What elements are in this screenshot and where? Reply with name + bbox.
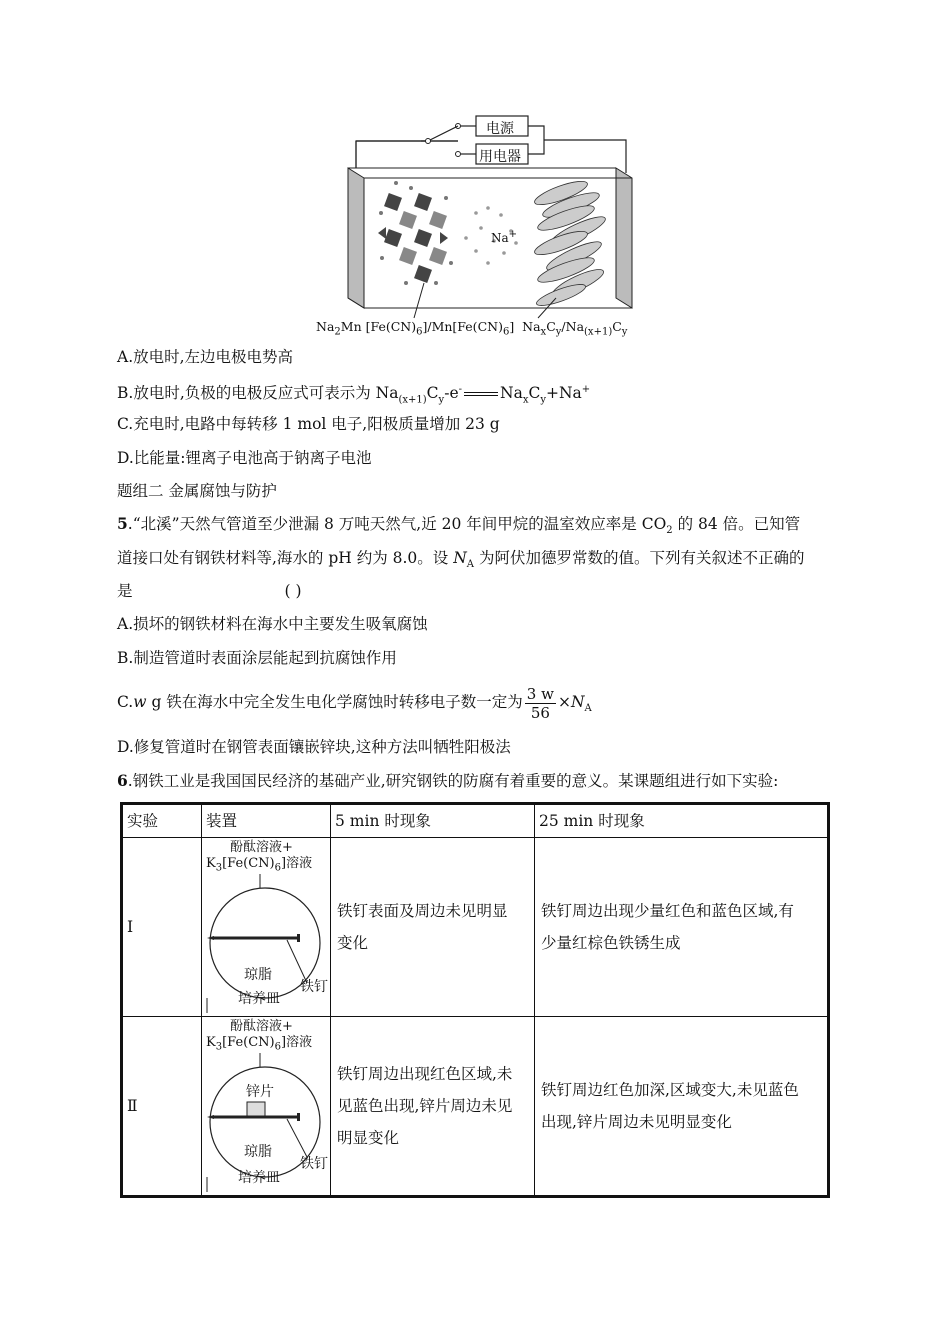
apparatus-cell [202,1017,331,1197]
obs-5min-line: 变化 [337,934,369,952]
header-25min: 25 min 时现象 [535,804,829,838]
apparatus-diagram-2 [202,1017,330,1195]
solution-label-line1: 酚酞溶液+ [230,840,293,855]
q5-option-b: B.制造管道时表面涂层能起到抗腐蚀作用 [117,649,397,667]
q5-stem-line2: 道接口处有钢铁材料等,海水的 pH 约为 8.0。设 $N_A$ 为阿伏加德罗常数的值。下列有关叙述不正确的 [117,549,805,571]
obs-5min-line: 铁钉周边出现红色区域,未 [337,1065,513,1083]
sodium-ion-label: Na+ [491,229,518,245]
appliance-label: 用电器 [479,149,521,165]
obs-5min-line: 铁钉表面及周边未见明显 [337,902,508,920]
header-5min: 5 min 时现象 [331,804,535,838]
obs-25min-cell [535,1017,829,1197]
obs-25min-cell [535,838,829,1017]
q5-stem-line1: 5.“北溪”天然气管道至少泄漏 8 万吨天然气,近 20 年间甲烷的温室效应率是 $CO_2$ 的 84 倍。已知管 [117,514,801,537]
obs-25min-line: 出现,锌片周边未见明显变化 [541,1113,732,1131]
table-row [122,1017,829,1197]
experiment-table [120,802,830,1198]
q6-stem: 6.钢铁工业是我国国民经济的基础产业,研究钢铁的防腐有着重要的意义。某课题组进行如下实验: [117,771,779,790]
zinc-label: 锌片 [246,1084,274,1100]
apparatus-diagram-1 [202,838,330,1016]
q4-option-c: C.充电时,电路中每转移 1 mol 电子,阳极质量增加 23 g [117,415,500,433]
obs-5min-cell [331,838,535,1017]
nail-label: 铁钉 [300,979,328,995]
row-label: Ⅱ [122,1017,202,1197]
header-experiment: 实验 [122,804,202,838]
battery-figure [316,113,636,338]
obs-5min-line: 见蓝色出现,锌片周边未见 [337,1097,513,1115]
q5-option-c: C.w g 铁在海水中完全发生电化学腐蚀时转移电子数一定为 $\frac{3 w}{56}$ $\times N_A$ [117,684,592,722]
table-row [122,838,829,1017]
table-header-row [122,804,829,838]
q4-option-b: B.放电时,负极的电极反应式可表示为 $Na_{(x+1)}C_y-e^-$ $Na_xC_y+Na^+$ [117,384,591,406]
solution-label-line1: 酚酞溶液+ [230,1019,293,1034]
group2-heading: 题组二 金属腐蚀与防护 [117,482,277,500]
solution-label-line2: $K_3[Fe(CN)_6]$溶液 [206,1035,313,1053]
nail-label: 铁钉 [300,1156,328,1172]
obs-25min-line: 铁钉周边红色加深,区域变大,未见蓝色 [541,1081,799,1099]
battery-diagram [316,113,636,338]
obs-5min-cell [331,1017,535,1197]
power-source-label: 电源 [486,121,514,137]
left-electrode-lattice [378,181,453,285]
q5-option-a: A.损坏的钢铁材料在海水中主要发生吸氧腐蚀 [117,615,428,633]
equals-sign [464,392,498,396]
dish-label: 培养皿 [238,991,280,1007]
obs-25min-line: 少量红棕色铁锈生成 [541,934,681,952]
dish-label: 培养皿 [238,1170,280,1186]
agar-label: 琼脂 [244,967,272,983]
agar-label: 琼脂 [244,1144,272,1160]
left-electrode-caption: $Na_2Mn$ $[Fe(CN)_6]/Mn[Fe(CN)_6]$ $Na_xC_y/Na_{(x+1)}C_y$ [316,319,628,338]
obs-25min-line: 铁钉周边出现少量红色和蓝色区域,有 [541,902,794,920]
q5-option-d: D.修复管道时在钢管表面镶嵌锌块,这种方法叫牺牲阳极法 [117,738,511,756]
fraction-3w-56: $\frac{3 w}{56}$ [526,684,554,722]
row-label: I [122,838,202,1017]
header-apparatus: 装置 [202,804,331,838]
obs-5min-line: 明显变化 [337,1129,400,1147]
q5-stem-line3: 是 ( ) [117,582,302,600]
q4-option-d: D.比能量:锂离子电池高于钠离子电池 [117,449,372,467]
solution-label-line2: $K_3[Fe(CN)_6]$溶液 [206,856,313,874]
q4-option-a: A.放电时,左边电极电势高 [117,348,294,366]
right-electrode-graphite [532,177,608,310]
apparatus-cell [202,838,331,1017]
